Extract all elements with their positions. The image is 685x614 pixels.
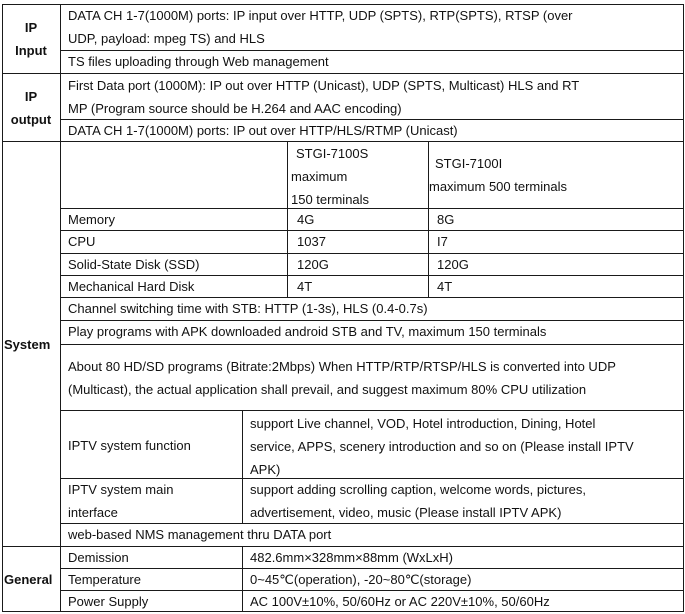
- apk-programs: Play programs with APK downloaded android STB and TV, maximum 150 terminals: [68, 324, 547, 339]
- nms-management: web-based NMS management thru DATA port: [68, 527, 332, 542]
- general-value-power-supply: AC 100V±10%, 50/60Hz or AC 220V±10%, 50/60Hz: [250, 594, 550, 609]
- spec-name-hdd: Mechanical Hard Disk: [68, 279, 195, 294]
- row-divider: [60, 230, 684, 231]
- column-divider: [242, 410, 243, 524]
- general-value-temperature: 0~45℃(operation), -20~80℃(storage): [250, 572, 472, 587]
- text-line: (Multicast), the actual application shall prevail, and suggest maximum 80% CPU utilization: [68, 382, 587, 397]
- iptv-interface-label: [68, 478, 173, 524]
- row-divider: [60, 208, 684, 209]
- section-label-line: Input: [15, 43, 47, 58]
- spec-value-memory-7100i: 8G: [437, 212, 455, 227]
- text-line: STGI-7100I: [435, 156, 503, 171]
- section-label-ip-output: [2, 85, 60, 131]
- model-stgi-7100s: [291, 142, 369, 211]
- row-divider: [60, 344, 684, 345]
- ip-output-row-1: [68, 74, 579, 120]
- spec-value-ssd-7100s: 120G: [297, 257, 329, 272]
- spec-value-cpu-7100i: I7: [437, 234, 448, 249]
- text-line: support adding scrolling caption, welcome words, pictures,: [250, 482, 587, 497]
- section-label-line: IP: [24, 89, 38, 104]
- iptv-function-value: [250, 412, 634, 481]
- text-line: MP (Program source should be H.264 and AAC encoding): [68, 101, 402, 116]
- text-line: APK): [250, 462, 281, 477]
- spec-value-ssd-7100i: 120G: [437, 257, 469, 272]
- ip-input-row-1: [68, 4, 573, 50]
- iptv-function-label: IPTV system function: [68, 438, 191, 453]
- text-line: maximum 500 terminals: [429, 179, 567, 194]
- text-line: support Live channel, VOD, Hotel introduction, Dining, Hotel: [250, 416, 596, 431]
- section-label-general: General: [4, 572, 53, 587]
- text-line: DATA CH 1-7(1000M) ports: IP input over HTTP, UDP (SPTS), RTP(SPTS), RTSP (over: [68, 8, 573, 23]
- column-divider: [287, 141, 288, 298]
- text-line: About 80 HD/SD programs (Bitrate:2Mbps) When HTTP/RTP/RTSP/HLS is converted into UDP: [68, 359, 616, 374]
- iptv-interface-value: [250, 478, 586, 524]
- row-divider: [60, 410, 684, 411]
- text-line: First Data port (1000M): IP out over HTTP (Unicast), UDP (SPTS, Multicast) HLS and RT: [68, 78, 580, 93]
- text-line: STGI-7100S: [296, 146, 369, 161]
- general-name-temperature: Temperature: [68, 572, 141, 587]
- spec-name-memory: Memory: [68, 212, 115, 227]
- spec-value-hdd-7100s: 4T: [297, 279, 313, 294]
- table-border-right: [683, 4, 684, 612]
- general-name-power-supply: Power Supply: [68, 594, 149, 609]
- spec-value-hdd-7100i: 4T: [437, 279, 453, 294]
- section-label-system: System: [4, 337, 51, 352]
- section-label-line: IP: [24, 20, 38, 35]
- section-label-ip-input: [2, 16, 60, 62]
- section-label-line: output: [10, 112, 52, 127]
- spec-value-cpu-7100s: 1037: [297, 234, 326, 249]
- text-line: advertisement, video, music (Please install IPTV APK): [250, 505, 562, 520]
- text-line: maximum: [291, 169, 348, 184]
- program-capacity: [68, 355, 616, 401]
- text-line: service, APPS, scenery introduction and so on (Please install IPTV: [250, 439, 634, 454]
- column-divider: [242, 546, 243, 612]
- general-value-demission: 482.6mm×328mm×88mm (WxLxH): [250, 550, 453, 565]
- ip-output-row-2: DATA CH 1-7(1000M) ports: IP out over HTTP/HLS/RTMP (Unicast): [68, 123, 458, 138]
- text-line: interface: [68, 505, 118, 520]
- model-stgi-7100i: [429, 152, 567, 198]
- text-line: IPTV system main: [68, 482, 174, 497]
- spec-name-ssd: Solid-State Disk (SSD): [68, 257, 200, 272]
- spec-name-cpu: CPU: [68, 234, 96, 249]
- ip-input-row-2: TS files uploading through Web management: [68, 54, 329, 69]
- label-column-divider: [60, 4, 61, 612]
- text-line: UDP, payload: mpeg TS) and HLS: [68, 31, 265, 46]
- text-line: 150 terminals: [291, 192, 370, 207]
- general-name-demission: Demission: [68, 550, 129, 565]
- channel-switching-time: Channel switching time with STB: HTTP (1-3s), HLS (0.4-0.7s): [68, 301, 428, 316]
- spec-value-memory-7100s: 4G: [297, 212, 315, 227]
